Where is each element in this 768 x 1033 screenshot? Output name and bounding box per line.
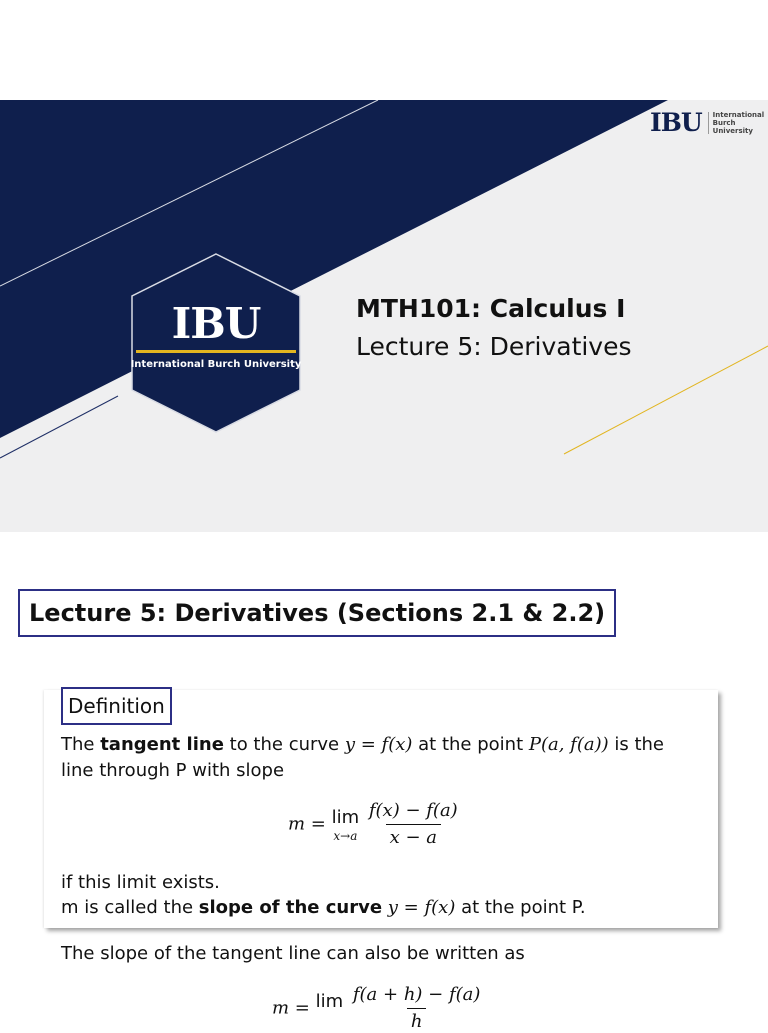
fraction-denominator: h: [407, 1008, 427, 1033]
math-inline: y = f(x): [344, 734, 413, 755]
limit-subscript: x→a: [333, 828, 358, 843]
slope-formula: [288, 800, 462, 849]
tangent-line-term: tangent line: [100, 734, 224, 755]
corner-logo-line: Burch: [712, 119, 736, 127]
definition-label: Definition: [61, 687, 172, 725]
definition-line-4: [61, 895, 586, 921]
text-run: The: [61, 734, 101, 755]
definition-line-3: if this limit exists.: [61, 872, 220, 893]
limit-subscript: [327, 1013, 331, 1027]
frame-title: Lecture 5: Derivatives (Sections 2.1 & 2.2): [18, 589, 616, 637]
text-run: at the point: [412, 734, 529, 755]
math-inline: P(a, f(a)): [528, 734, 609, 755]
formula-lhs: m =: [272, 997, 316, 1019]
slope-formula-h: [272, 984, 484, 1033]
corner-logo-line: International: [712, 111, 765, 119]
corner-logo-line: University: [712, 127, 753, 135]
gold-accent-line: [564, 346, 768, 454]
hex-logo-gold-bar: [136, 350, 296, 353]
limit-word: lim: [331, 806, 360, 828]
fraction-numerator: f(x) − f(a): [368, 800, 458, 821]
formula-lhs: m =: [288, 813, 332, 835]
navy-diagonal-band: [0, 100, 668, 438]
fraction-denominator: x − a: [386, 824, 441, 849]
definition-line-1: [61, 732, 664, 758]
hex-logo-abbr: IBU: [171, 299, 261, 348]
slope-of-curve-term: slope of the curve: [198, 897, 383, 918]
corner-logo-separator: [708, 112, 709, 134]
corner-logo: [650, 108, 764, 138]
alt-slope-text: The slope of the tangent line can also be written as: [61, 943, 525, 964]
limit-operator: [332, 807, 360, 843]
course-title: MTH101: Calculus I: [356, 294, 626, 323]
math-inline: y = f(x): [382, 897, 456, 918]
corner-logo-text: [713, 111, 765, 135]
text-run: at the point P.: [455, 897, 586, 918]
text-run: to the curve: [223, 734, 345, 755]
limit-operator: [316, 991, 344, 1027]
fraction-numerator: f(a + h) − f(a): [352, 984, 481, 1005]
definition-line-2: line through P with slope: [61, 760, 285, 781]
lecture-subtitle: Lecture 5: Derivatives: [356, 332, 632, 361]
title-slide: [0, 100, 768, 532]
hex-logo: [130, 300, 302, 370]
difference-quotient-h: [349, 984, 485, 1033]
limit-word: lim: [315, 990, 344, 1012]
hex-logo-name: International Burch University: [130, 359, 302, 370]
difference-quotient: [365, 800, 462, 849]
text-run: is the: [608, 734, 664, 755]
corner-logo-abbr: IBU: [650, 108, 702, 137]
text-run: m is called the: [61, 897, 199, 918]
